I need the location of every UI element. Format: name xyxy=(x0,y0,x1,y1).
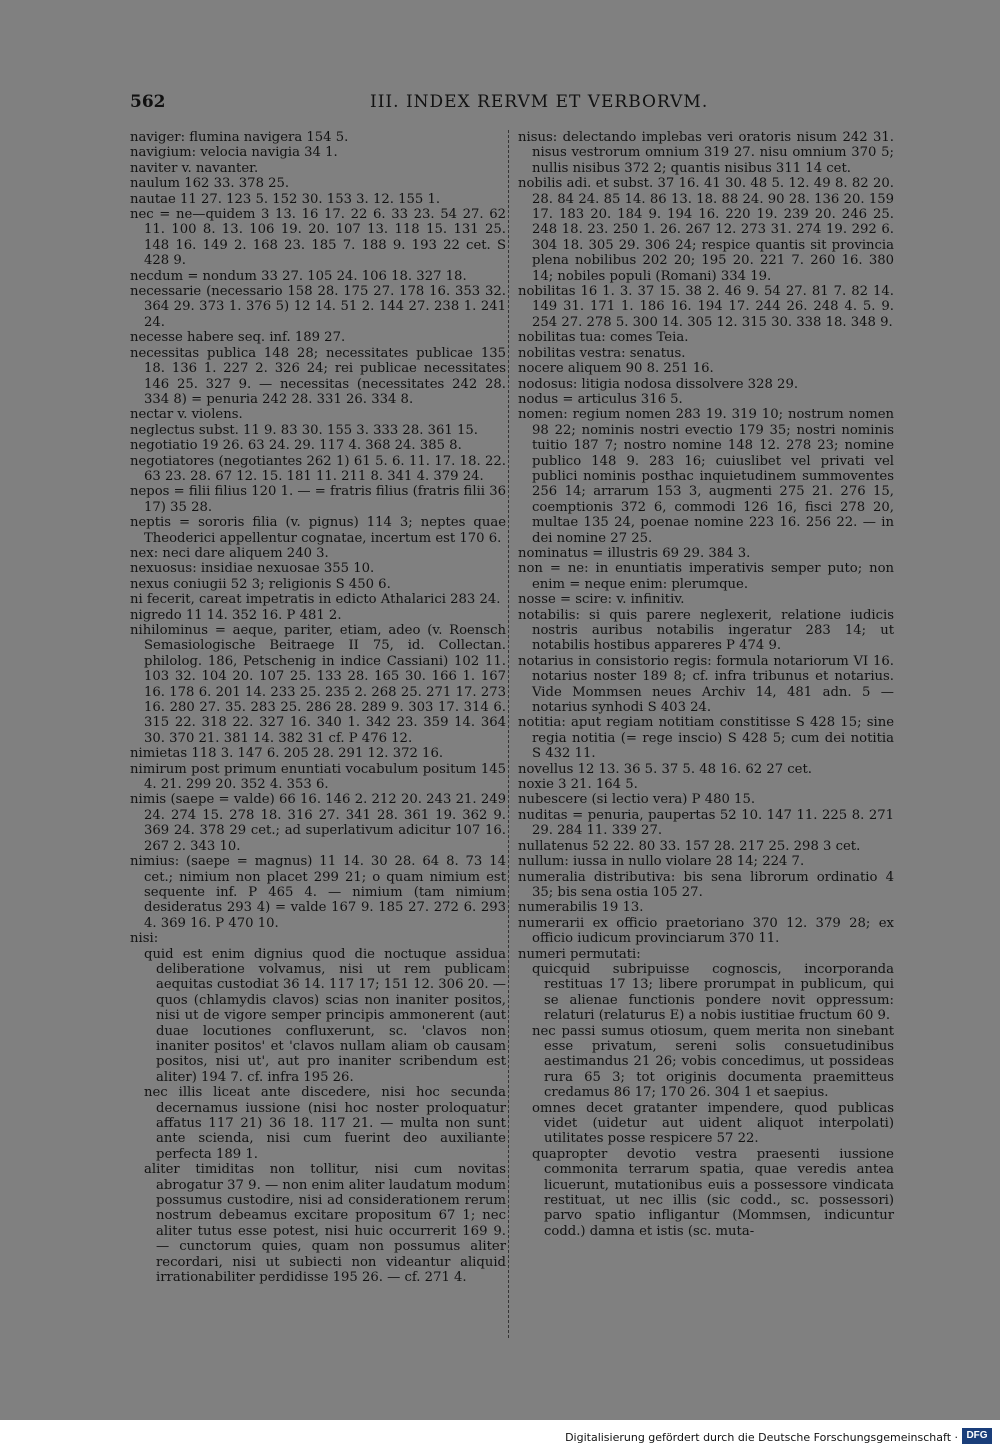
index-entry: naulum 162 33. 378 25. xyxy=(130,176,290,192)
index-entry: nobilitas tua: comes Teia. xyxy=(518,330,689,346)
index-entry: nobilitas 16 1. 3. 37 15. 38 2. 46 9. 54 27. 81 7. 82 14. 149 31. 171 1. 186 16. 194 17. 244 26. 248 4. 5. 9. 254 27. 278 5. 300 14. 305 12. 315 30. 338 18. 348 9. xyxy=(518,284,894,330)
column-divider xyxy=(508,130,509,1338)
index-entry: nullum: iussa in nullo violare 28 14; 224 7. xyxy=(518,854,805,870)
dfg-logo: DFG xyxy=(962,1428,992,1444)
page-number: 562 xyxy=(130,92,166,112)
index-entry: nigredo 11 14. 352 16. P 481 2. xyxy=(130,607,342,623)
index-entry: necessarie (necessario 158 28. 175 27. 178 16. 353 32. 364 29. 373 1. 376 5) 12 14. 51 2. 144 27. 238 1. 241 24. xyxy=(130,284,506,330)
index-entry: nimius: (saepe = magnus) 11 14. 30 28. 64 8. 73 14 cet.; nimium non placet 299 21; o quam nimium est sequente inf. P 465 4. — nimium (tam nimium desideratus 293 4) = valde 167 9. 185 27. 272 6. 293 4. 369 16. P 470 10. xyxy=(130,854,506,931)
index-entry: nisus: delectando implebas veri oratoris nisum 242 31. nisus vestrorum omnium 319 27. nisu omnium 370 5; nullis nisibus 372 2; quantis nisibus 311 14 cet. xyxy=(518,130,894,176)
index-entry: novellus 12 13. 36 5. 37 5. 48 16. 62 27 cet. xyxy=(518,761,812,777)
index-entry: necdum = nondum 33 27. 105 24. 106 18. 327 18. xyxy=(130,268,467,284)
index-subentry: omnes decet gratanter impendere, quod publicas videt (uidetur aut uident aliquot interpolati) utilitates posse respicere 57 22. xyxy=(532,1100,894,1147)
index-entry: notabilis: si quis parere neglexerit, relatione iudicis nostris auribus notabilis ingeratur 283 14; ut notabilis hostibus appareres P 474 9. xyxy=(518,607,894,654)
index-entry: notitia: aput regiam notitiam constitisse S 428 15; sine regia notitia (= rege inscio) S 428 5; cum dei notitia S 432 11. xyxy=(518,715,894,762)
index-entry: nautae 11 27. 123 5. 152 30. 153 3. 12. 155 1. xyxy=(130,191,441,207)
left-column xyxy=(130,130,506,1285)
index-entry: nominatus = illustris 69 29. 384 3. xyxy=(518,545,751,561)
index-entry: nimirum post primum enuntiati vocabulum positum 145 4. 21. 299 20. 352 4. 353 6. xyxy=(130,761,506,793)
index-subentry: nec illis liceat ante discedere, nisi hoc secunda decernamus iussione (nisi hoc noster proloquatur affatus 117 21) 36 18. 117 21. — multa non sunt ante scienda, nisi cum fuerint deo auxiliante perfecta 189 1. xyxy=(144,1085,506,1162)
index-entry: nosse = scire: v. infinitiv. xyxy=(518,592,685,608)
index-subentry: quapropter devotio vestra praesenti iussione commonita terrarum spatia, quae veredis antea licuerunt, mutationibus euis a possessore vindicata restituat, ut nec illis (sic codd., sc. possessori) parvo spatio infligantur (Mommsen, indicuntur codd.) damna et istis (sc. muta- xyxy=(532,1146,894,1239)
index-entry: nomen: regium nomen 283 19. 319 10; nostrum nomen 98 22; nominis nostri evectio 179 35; nostri nominis tuitio 187 7; nostro nomine 148 12. 278 23; nomine publico 148 9. 283 16; cuiuslibet vel privati vel publici nominis posthac inquietudinem summoventes 256 14; arrarum 153 3, augmenti 275 21. 276 15, coemptionis 372 6, commodi 126 16, fisci 278 20, multae 135 24, poenae nomine 223 16. 256 22. — in dei nomine 27 25. xyxy=(518,407,894,546)
index-entry: negotiatio 19 26. 63 24. 29. 117 4. 368 24. 385 8. xyxy=(130,438,462,454)
index-entry: nex: neci dare aliquem 240 3. xyxy=(130,545,329,561)
right-column xyxy=(518,130,894,1239)
index-entry: numeralia distributiva: bis sena librorum ordinatio 4 35; bis sena ostia 105 27. xyxy=(518,869,894,900)
index-entry: non = ne: in enuntiatis imperativis semper puto; non enim = neque enim: plerumque. xyxy=(518,561,894,592)
index-entry: ni fecerit, careat impetratis in edicto Athalarici 283 24. xyxy=(130,592,501,608)
index-entry: numerabilis 19 13. xyxy=(518,900,644,916)
index-entry: nisi: xyxy=(130,931,159,947)
index-subentry: quid est enim dignius quod die noctuque assidua deliberatione volvamus, nisi ut rem publicam aequitas custodiat 36 14. 117 17; 151 12. 306 20. — quos (chlamydis clavos) scias non inaniter positos, nisi ut de vigore semper principis ammonerent (aut duae locutiones confluxerunt, sc. 'clavos non inaniter positos' et 'clavos nullam aliam ob causam positos, nisi ut', aut pro inaniter scribendum est aliter) 194 7. cf. infra 195 26. xyxy=(144,946,506,1085)
index-entry: nubescere (si lectio vera) P 480 15. xyxy=(518,792,756,808)
index-entry: nexuosus: insidiae nexuosae 355 10. xyxy=(130,561,375,577)
index-entry: nectar v. violens. xyxy=(130,407,243,423)
index-entry: necesse habere seq. inf. 189 27. xyxy=(130,330,346,346)
index-entry: nexus coniugii 52 3; religionis S 450 6. xyxy=(130,576,391,592)
footer-credit: Digitalisierung gefördert durch die Deutsche Forschungsgemeinschaft · xyxy=(565,1431,958,1444)
index-entry: nepos = filii filius 120 1. — = fratris filius (fratris filii 36 17) 35 28. xyxy=(130,484,506,515)
index-entry: neptis = sororis filia (v. pignus) 114 3; neptes quae Theoderici appellentur cognatae, incertum est 170 6. xyxy=(130,515,506,546)
index-entry: nuditas = penuria, paupertas 52 10. 147 11. 225 8. 271 29. 284 11. 339 27. xyxy=(518,807,894,839)
index-entry: nimietas 118 3. 147 6. 205 28. 291 12. 372 16. xyxy=(130,746,444,762)
index-subentry: aliter timiditas non tollitur, nisi cum novitas abrogatur 37 9. — non enim aliter laudatum modum possumus custodire, nisi ad considerationem rerum nostrum debeamus excitare propositum 67 1; nec aliter tutus esse potest, nisi huic occurrerit 169 9. — cunctorum quies, quam non possumus aliter recordari, nisi ut subiecti non videantur aliquid irrationabiliter perdidisse 195 26. — cf. 271 4. xyxy=(144,1162,506,1286)
index-entry: nodosus: litigia nodosa dissolvere 328 29. xyxy=(518,376,799,392)
index-entry: nihilominus = aeque, pariter, etiam, adeo (v. Roensch Semasiologische Beitraege II 75, id. Collectan. philolog. 186, Petschenig in indice Cassiani) 102 11. 103 32. 104 20. 107 25. 133 28. 165 30. 166 1. 167 16. 178 6. 201 14. 233 25. 235 2. 268 25. 271 17. 273 16. 280 27. 35. 283 25. 286 28. 289 9. 303 17. 314 6. 315 22. 318 22. 327 16. 340 1. 342 23. 359 14. 364 30. 370 21. 381 14. 382 31 cf. P 476 12. xyxy=(130,623,506,746)
footer-bar xyxy=(0,1420,1000,1452)
index-entry: navigium: velocia navigia 34 1. xyxy=(130,145,338,161)
page-header xyxy=(130,92,890,116)
index-entry: nimis (saepe = valde) 66 16. 146 2. 212 20. 243 21. 249 24. 274 15. 278 18. 316 27. 341 28. 361 19. 362 9. 369 24. 378 29 cet.; ad superlativum adicitur 107 16. 267 2. 343 10. xyxy=(130,792,506,854)
index-entry: noxie 3 21. 164 5. xyxy=(518,777,638,793)
index-entry: naviger: flumina navigera 154 5. xyxy=(130,130,349,145)
index-entry: naviter v. navanter. xyxy=(130,160,259,176)
index-entry: notarius in consistorio regis: formula notariorum VI 16. notarius noster 189 8; cf. infra tribunus et notarius. Vide Mommsen neues Archiv 14, 481 adn. 5 — notarius synhodi S 403 24. xyxy=(518,653,894,716)
index-entry: nullatenus 52 22. 80 33. 157 28. 217 25. 298 3 cet. xyxy=(518,838,861,854)
index-entry: necessitas publica 148 28; necessitates publicae 135 18. 136 1. 227 2. 326 24; rei publicae necessitates 146 25. 327 9. — necessitas (necessitates 242 28. 334 8) = penuria 242 28. 331 26. 334 8. xyxy=(130,345,506,407)
index-entry: negotiatores (negotiantes 262 1) 61 5. 6. 11. 17. 18. 22. 63 23. 28. 67 12. 15. 181 11. 211 8. 341 4. 379 24. xyxy=(130,453,506,484)
index-entry: nocere aliquem 90 8. 251 16. xyxy=(518,361,714,377)
index-entry: nobilis adi. et subst. 37 16. 41 30. 48 5. 12. 49 8. 82 20. 28. 84 24. 85 14. 86 13. 18. 88 24. 90 28. 136 20. 159 17. 183 20. 184 9. 194 16. 220 19. 239 20. 246 25. 248 18. 23. 250 1. 26. 267 12. 273 31. 274 19. 292 6. 304 18. 305 29. 306 24; respice quantis sit provincia plena nobilibus 202 20; 195 20. 221 7. 260 16. 380 14; nobiles populi (Romani) 334 19. xyxy=(518,176,894,284)
index-subentry: nec passi sumus otiosum, quem merita non sinebant esse privatum, sereni solis consuetudinibus aestimandus 21 26; vobis concedimus, ut possideas rura 65 3; tot originis documenta praemitteus credamus 86 17; 170 26. 304 1 et saepius. xyxy=(532,1023,894,1101)
index-subentry: quicquid subripuisse cognoscis, incorporanda restituas 17 13; libere prorumpat in publicum, qui se alienae functionis pondere novit oppressum: relaturi (relaturus E) a nobis iustitiae fructum 60 9. xyxy=(532,961,894,1024)
index-entry: nodus = articulus 316 5. xyxy=(518,391,683,407)
index-entry: neglectus subst. 11 9. 83 30. 155 3. 333 28. 361 15. xyxy=(130,422,478,438)
index-entry: numeri permutati: xyxy=(518,946,641,962)
running-title: III. INDEX RERVM ET VERBORVM. xyxy=(370,92,709,112)
index-entry: nobilitas vestra: senatus. xyxy=(518,345,686,361)
index-entry: numerarii ex officio praetoriano 370 12. 379 28; ex officio iudicum provinciarum 370 11. xyxy=(518,915,894,947)
index-entry: nec = ne—quidem 3 13. 16 17. 22 6. 33 23. 54 27. 62 11. 100 8. 13. 106 19. 20. 107 13. 118 15. 131 25. 148 16. 149 2. 168 23. 185 7. 188 9. 193 22 cet. S 428 9. xyxy=(130,207,506,269)
